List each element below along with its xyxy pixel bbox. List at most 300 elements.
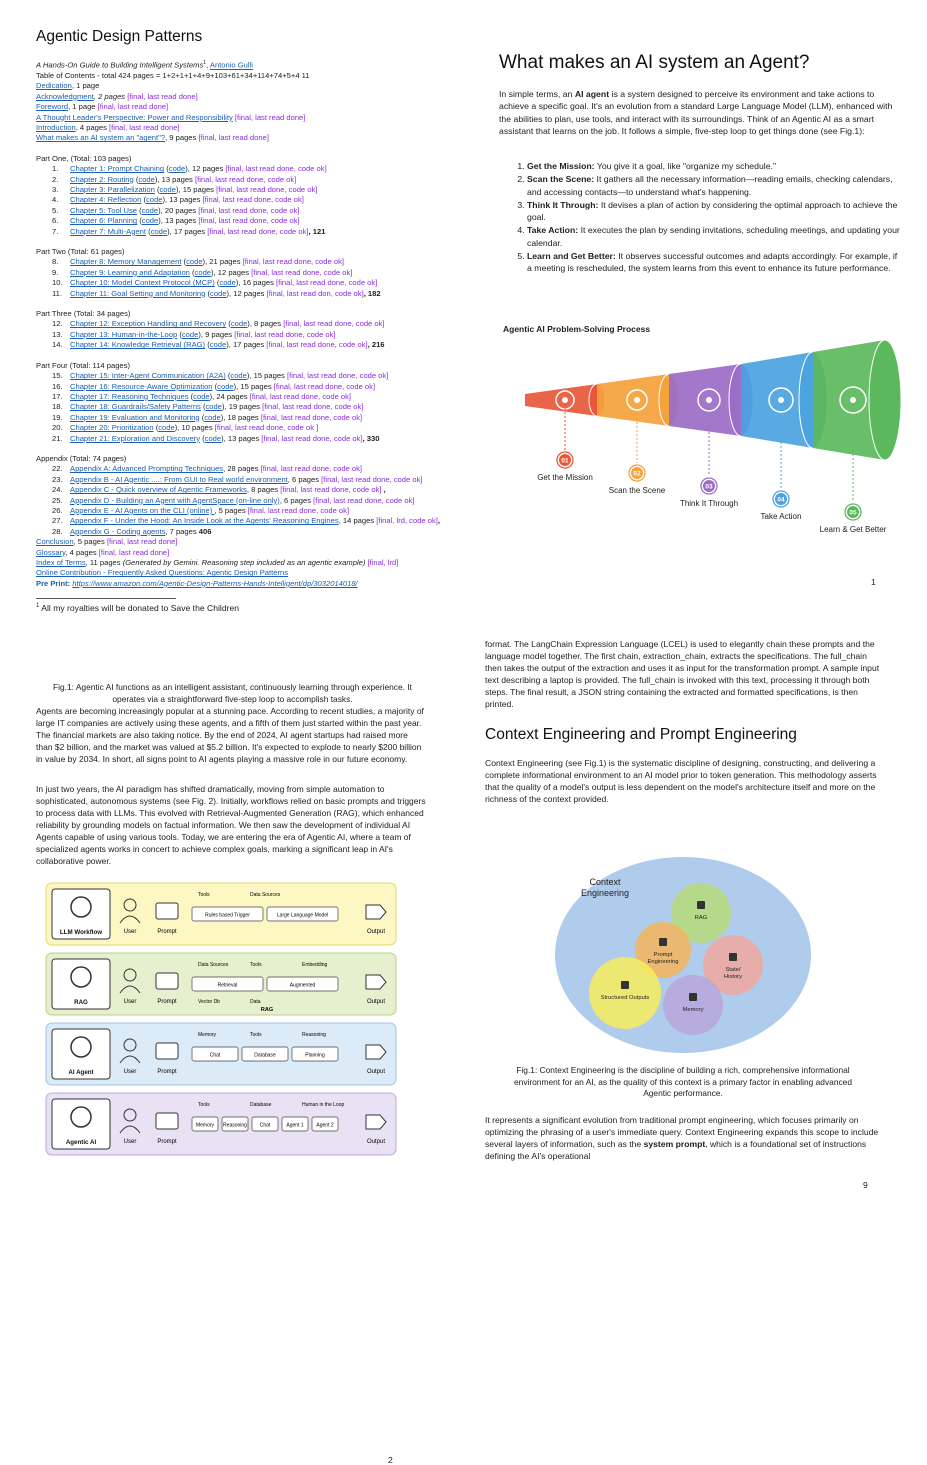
toc-pages: , 4 pages xyxy=(75,122,107,132)
terminal-icon xyxy=(659,938,667,946)
toc-chapter: 11. Chapter 11: Goal Setting and Monitoring (code), 12 pages [final, last read don, code ok], 182 xyxy=(52,288,381,298)
toc-chapter-link[interactable]: Chapter 17: Reasoning Techniques xyxy=(70,391,189,401)
toc-chapter-link[interactable]: Chapter 18: Guardrails/Safety Patterns xyxy=(70,402,201,412)
component-label: Database xyxy=(250,1102,272,1108)
step-title: Get the Mission: xyxy=(527,161,595,171)
stage-number: 04 xyxy=(777,496,785,504)
step-title: Scan the Scene: xyxy=(527,174,595,185)
toc-code-link[interactable]: code xyxy=(138,174,155,184)
toc-pages: , 10 pages xyxy=(177,423,215,433)
book-subtitle-line: A Hands-On Guide to Building Intelligent Systems$^1$, Antonio Gulli xyxy=(36,60,253,70)
toc-chapter-number: 20. xyxy=(52,423,63,433)
process-box-label: Large Language Model xyxy=(276,912,329,919)
stage-number: 01 xyxy=(561,457,569,465)
prompt-icon xyxy=(156,1113,178,1129)
user-label: User xyxy=(123,1069,137,1075)
toc-status: [final, last read don, code ok] xyxy=(266,288,364,298)
ai-evolution-diagram xyxy=(0,883,463,1173)
step-text: It gathers all the necessary information—reading emails, checking calendars, and accessing contacts—to understand what's happening. xyxy=(527,174,893,197)
toc-link[interactable]: Acknowledgment xyxy=(36,91,94,101)
market-paragraph: Agents are becoming increasingly popular at a stunning pace. According to recent studies, a majority of large IT companies are actively using these agents, and a fifth of them just started within the past year. The financial markets are also taking notice. By the end of 2024, AI agent startups had raised more than $2 billion, and the market was valued at $5.2 billion. It's expected to explode to nearly $200 billion in value by 2034. In short, all signs point to AI agents playing a massive role in our future economy. xyxy=(36,706,424,764)
intro-text-end: is a system designed to perceive its environment and take actions to achieve a specific goal. It's an evolution from a standard Large Language Model (LLM), enhanced with the abilities to plan, use tools, and interact with its surroundings. Think of an Agentic AI as a smart assistant that learns on the job. It follows a simple, five-step loop to get things done (see Fig.1): xyxy=(499,89,893,136)
toc-link[interactable]: Conclusion xyxy=(36,537,74,547)
toc-pages: , 1 page xyxy=(68,102,96,112)
row-name: RAG xyxy=(74,999,88,1006)
prompt-label: Prompt xyxy=(157,929,177,935)
toc-pages: , 15 pages xyxy=(236,381,274,391)
toc-pages: , 20 pages xyxy=(160,205,199,215)
toc-running-total: , 330 xyxy=(362,433,380,443)
funnel-title: Agentic AI Problem-Solving Process xyxy=(503,324,651,334)
toc-chapter-link[interactable]: Chapter 9: Learning and Adaptation xyxy=(70,267,190,277)
venn-circle-label: State/ xyxy=(725,967,741,973)
toc-pages: , 6 pages xyxy=(287,474,322,484)
page-number: 2 xyxy=(388,1455,393,1465)
footnote-rule xyxy=(36,598,176,599)
toc-chapter-link[interactable]: Chapter 6: Planning xyxy=(70,216,138,226)
toc-chapter-link[interactable]: Appendix B - AI Agentic ....: From GUI to Real world environment xyxy=(70,474,288,484)
toc-chapter-number: 5. xyxy=(52,205,59,215)
toc-code-link[interactable]: code xyxy=(204,412,221,422)
toc-status: [final, last read done] xyxy=(98,547,170,557)
toc-chapter-link[interactable]: Chapter 14: Knowledge Retrieval (RAG) xyxy=(70,340,206,350)
step-text: It devises a plan of action by considering the optimal approach to achieve the goal. xyxy=(527,199,898,223)
toc-chapter-number: 27. xyxy=(52,516,63,526)
toc-chapter xyxy=(36,506,456,516)
toc-status: [final, last read done] xyxy=(95,102,169,112)
toc-chapter-link[interactable]: Chapter 1: Prompt Chaining xyxy=(70,164,165,174)
toc-pages: , 17 pages xyxy=(228,340,267,350)
funnel-segment xyxy=(597,374,669,426)
venn-outer-label: Engineering xyxy=(580,888,630,898)
toc-code-link[interactable]: code xyxy=(158,423,175,433)
venn-circle-label: Memory xyxy=(682,1007,704,1013)
row-name: Agentic AI xyxy=(65,1139,97,1146)
toc-link[interactable]: Dedication xyxy=(36,81,72,91)
problem-solving-funnel xyxy=(463,312,927,542)
step-item xyxy=(527,250,903,275)
component-label: Tools xyxy=(198,892,210,898)
component-label: Data xyxy=(250,999,261,1005)
toc-chapter-number: 25. xyxy=(52,495,63,505)
toc-chapter-link[interactable]: Chapter 5: Tool Use xyxy=(70,205,137,215)
toc-pages: , 12 pages xyxy=(229,288,267,298)
venn-circle-label: Engineering xyxy=(647,959,679,965)
toc-chapter: 5. Chapter 5: Tool Use (code), 20 pages [final, last read done, code ok] xyxy=(52,205,300,215)
toc-chapter-link[interactable]: Chapter 21: Exploration and Discovery xyxy=(70,433,201,443)
toc-pages: , 17 pages xyxy=(169,226,208,236)
toc-chapter: 9. Chapter 9: Learning and Adaptation (code), 12 pages [final, last read done, code ok] xyxy=(52,267,353,277)
toc-pages: , 8 pages xyxy=(249,319,284,329)
icon-center xyxy=(706,397,712,403)
component-label: Tools xyxy=(250,962,262,968)
context-engineering-page xyxy=(463,625,927,1200)
footnote-text: All my royalties will be donated to Save the Children xyxy=(39,603,240,613)
toc-chapter-link[interactable]: Chapter 12: Exception Handling and Recovery xyxy=(70,319,227,329)
toc-chapter-link[interactable]: Chapter 19: Evaluation and Monitoring xyxy=(70,412,200,422)
toc-status: [final, last read done, code ok] xyxy=(198,216,300,226)
component-label: Human in the Loop xyxy=(302,1102,345,1108)
process-box-label: Memory xyxy=(195,1122,215,1129)
toc-pages: , 9 pages xyxy=(200,329,235,339)
toc-status: [final, last read done, code ok] xyxy=(249,391,352,401)
toc-pages: , 15 pages xyxy=(178,185,217,194)
toc-pages: , 6 pages xyxy=(279,495,314,505)
toc-code-link[interactable]: code xyxy=(168,164,186,174)
toc-status: [final, last read done] xyxy=(125,91,198,101)
toc-chapter-link[interactable]: Appendix G - Coding agents xyxy=(70,526,166,536)
step-item xyxy=(527,173,903,198)
toc-chapter-number: 8. xyxy=(52,257,59,267)
toc-pages: , 28 pages xyxy=(223,464,261,474)
toc-pages: , 24 pages xyxy=(212,391,250,401)
toc-pages: , 15 pages xyxy=(249,371,287,381)
toc-chapter-number: 23. xyxy=(52,474,63,484)
toc-chapter-number: 17. xyxy=(52,391,63,401)
toc-pages: , 5 pages xyxy=(73,537,107,547)
process-box-label: Retrieval xyxy=(217,982,238,989)
toc-chapter: 19. Chapter 19: Evaluation and Monitoring (code), 18 pages [final, last read done, code ok] xyxy=(52,412,363,422)
row-name: AI Agent xyxy=(68,1069,94,1076)
toc-status: [final, last read done, code ok] xyxy=(321,474,423,484)
toc-pages: , 7 pages xyxy=(165,526,199,536)
toc-chapter-number: 13. xyxy=(52,329,63,339)
toc-chapter: 2. Chapter 2: Routing (code), 13 pages [final, last read done, code ok] xyxy=(52,174,297,184)
toc-chapter-number: 10. xyxy=(52,278,63,288)
toc-chapter-link[interactable]: Appendix F - Under the Hood: An Inside Look at the Agents' Reasoning Engines xyxy=(70,516,339,526)
clipboard-icon xyxy=(729,953,737,961)
preprint-line xyxy=(36,579,456,589)
toc-chapter-link[interactable]: Appendix E - AI Agents on the CLI (online) xyxy=(70,505,215,515)
toc-status: [final, last read done] xyxy=(196,133,269,143)
user-label: User xyxy=(123,929,137,935)
toc-entry xyxy=(36,102,456,112)
toc-chapter-link[interactable]: Appendix A: Advanced Prompting Techniques xyxy=(70,464,224,474)
stage-number: 05 xyxy=(849,509,857,517)
book-subtitle: A Hands-On Guide to Building Intelligent Systems xyxy=(36,60,204,70)
figure-caption: Fig.1: Agentic AI functions as an intelligent assistant, continuously learning through experience. It operates via a straightforward five-step loop to accomplish tasks. xyxy=(53,682,412,704)
page-number: 9 xyxy=(863,1180,868,1190)
back-matter-list xyxy=(36,537,456,579)
component-label: Vector Db xyxy=(198,999,220,1005)
toc-status: [final, last read done, code ok] xyxy=(260,412,363,422)
toc-chapter-number: 7. xyxy=(52,226,59,236)
component-label: Data Sources xyxy=(250,892,281,898)
toc-status: [final, last read done, code ok] xyxy=(251,267,353,277)
toc-code-link[interactable]: code xyxy=(209,340,227,350)
row-name: LLM Workflow xyxy=(59,929,103,936)
toc-code-link[interactable]: code xyxy=(181,329,199,339)
toc-status: [final, last read done, code ok ] xyxy=(214,423,319,433)
evolution-text-end: , which is a foundational set of instructions defining the AI's operational xyxy=(485,1139,867,1162)
toc-entry xyxy=(36,133,456,143)
toc-link[interactable]: A Thought Leader's Perspective: Power and Responsibility xyxy=(36,112,233,122)
venn-outer-label: Context xyxy=(589,877,621,887)
toc-part-heading: Part Three (Total: 34 pages) xyxy=(36,309,131,319)
icon-center xyxy=(850,397,856,403)
toc-chapter-link[interactable]: Chapter 13: Human-in-the-Loop xyxy=(70,329,178,339)
toc-status: [final, lrd, code ok] xyxy=(376,516,438,526)
venn-circle-label: RAG xyxy=(694,915,708,921)
toc-chapter-number: 9. xyxy=(52,267,59,277)
toc-chapter: 17. Chapter 17: Reasoning Techniques (code), 24 pages [final, last read done, code ok] xyxy=(52,391,352,401)
toc-entry xyxy=(36,548,456,558)
toc-chapter: 12. Chapter 12: Exception Handling and Recovery (code), 8 pages [final, last read done, code ok] xyxy=(52,319,385,329)
step-title: Take Action: xyxy=(527,225,579,236)
toc-chapter-link[interactable]: Chapter 16: Resource-Aware Optimization xyxy=(70,381,213,391)
toc-code-link[interactable]: code xyxy=(230,371,247,381)
toc-chapter-number: 3. xyxy=(52,185,59,194)
toc-chapter-link[interactable]: Chapter 15: Inter-Agent Communication (A2A) xyxy=(70,371,226,381)
stage-label: Think It Through xyxy=(679,499,739,508)
toc-code-link[interactable]: code xyxy=(186,257,203,267)
footnote xyxy=(36,603,239,613)
paradigm-paragraph: In just two years, the AI paradigm has shifted dramatically, moving from simple automation to sophisticated, autonomous systems (see Fig. 2). Initially, workflows relied on basic prompts and triggers to process data with LLMs. This evolved with Retrieval-Augmented Generation (RAG), which enhanced reliability by grounding models on factual information. We then saw the development of individual AI Agents capable of using various tools. Today, we are entering the era of Agentic AI, where a team of specialized agents works in concert to achieve complex goals, marking a significant leap in AI's collaborative power. xyxy=(36,784,426,866)
toc-chapter: 8. Chapter 8: Memory Management (code), 21 pages [final, last read done, code ok] xyxy=(52,257,344,267)
agent-definition-page xyxy=(463,0,927,625)
toc-status: [final, last read done] xyxy=(232,112,306,122)
toc-pages: , 13 pages xyxy=(160,216,199,226)
toc-pages: , 5 pages xyxy=(214,505,248,515)
intro-paragraph xyxy=(499,88,899,137)
toc-running-total: , xyxy=(437,516,441,526)
figure-caption: Fig.1: Context Engineering is the discipline of building a rich, comprehensive informational environment for an AI, as the quality of this context is a primary factor in enabling advanced Agentic performance. xyxy=(514,1065,852,1098)
component-label: Reasoning xyxy=(302,1032,326,1038)
prompt-label: Prompt xyxy=(157,1139,177,1145)
toc-pages: , 13 pages xyxy=(223,433,262,443)
toc-entry xyxy=(36,558,456,568)
preprint-label: Pre Print: xyxy=(36,578,71,588)
step-title: Think It Through: xyxy=(527,199,599,210)
toc-chapter-link[interactable]: Appendix C - Quick overview of Agentic Frameworks xyxy=(70,485,247,495)
author-link[interactable]: Antonio Gulli xyxy=(209,60,253,70)
process-box-label: Agent 1 xyxy=(286,1122,304,1129)
parts-list xyxy=(36,154,456,537)
step-text: It executes the plan by sending invitations, scheduling meetings, and updating your calendar. xyxy=(527,225,900,248)
toc-link[interactable]: Index of Terms xyxy=(36,558,86,567)
toc-pages: , 14 pages xyxy=(338,516,377,526)
workflow-row-2 xyxy=(46,953,396,1015)
toc-page xyxy=(0,0,463,625)
toc-chapter: 10. Chapter 10: Model Context Protocol (MCP) (code), 16 pages [final, last read done, code ok] xyxy=(52,278,378,288)
toc-chapter-link[interactable]: Chapter 3: Parallelization xyxy=(70,185,155,194)
stage-number: 02 xyxy=(633,470,641,478)
step-title: Learn and Get Better: xyxy=(527,251,616,262)
toc-chapter-number: 16. xyxy=(52,381,63,391)
component-label: Tools xyxy=(250,1032,262,1038)
toc-status: [final, last read done, code ok] xyxy=(262,402,364,412)
toc-chapter-link[interactable]: Chapter 11: Goal Setting and Monitoring xyxy=(70,288,206,298)
toc-pages: , 11 pages xyxy=(85,558,123,567)
toc-entry xyxy=(36,81,456,91)
funnel-stage-2 xyxy=(597,374,679,495)
prompt-label: Prompt xyxy=(157,999,177,1005)
toc-chapter: 1. Chapter 1: Prompt Chaining (code), 12 pages [final, last read done, code ok] xyxy=(52,164,327,174)
venn-circle-label: Prompt xyxy=(653,952,673,958)
toc-running-total: 406 xyxy=(198,526,212,536)
funnel-stage-3 xyxy=(669,364,753,508)
toc-entry xyxy=(36,123,456,133)
toc-pages: , 9 pages xyxy=(165,133,197,143)
toc-link[interactable]: Glossary xyxy=(36,547,66,557)
toc-chapter: 16. Chapter 16: Resource-Aware Optimization (code), 15 pages [final, last read done, code ok] xyxy=(52,381,376,391)
prompt-icon xyxy=(156,1043,178,1059)
toc-chapter: 3. Chapter 3: Parallelization (code), 15 pages [final, last read done, code ok] xyxy=(52,185,318,194)
step-item xyxy=(527,160,903,172)
toc-chapter-number: 1. xyxy=(52,164,59,174)
page-heading: What makes an AI system an Agent? xyxy=(499,52,810,73)
toc-entry xyxy=(36,568,456,578)
funnel-segment xyxy=(525,384,597,416)
evolution-paragraph xyxy=(485,1114,880,1162)
venn-circle xyxy=(589,957,661,1029)
toc-status: [final, last read done, code ok] xyxy=(260,464,363,474)
stage-label: Get the Mission xyxy=(537,473,593,482)
toc-chapter-link[interactable]: Appendix D - Building an Agent with AgentSpace (on-line only) xyxy=(70,495,280,505)
toc-pages: , 16 pages xyxy=(238,278,276,288)
toc-chapter-number: 21. xyxy=(52,433,63,443)
toc-link[interactable]: Online Contribution - Frequently Asked Questions: Agentic Design Patterns xyxy=(36,568,288,578)
toc-chapter-number: 2. xyxy=(52,174,59,184)
toc-code-link[interactable]: code xyxy=(141,205,159,215)
toc-chapter-number: 15. xyxy=(52,371,63,381)
toc-pages: , 21 pages xyxy=(205,257,243,267)
stage-label: Scan the Scene xyxy=(608,486,666,495)
workflow-row-3 xyxy=(46,1023,396,1085)
toc-entry xyxy=(36,113,456,123)
process-box-label: Database xyxy=(254,1052,276,1059)
toc-chapter-number: 14. xyxy=(52,340,63,350)
prompt-icon xyxy=(156,903,178,919)
toc-link[interactable]: Introduction xyxy=(36,122,76,132)
toc-link[interactable]: What makes an AI system an "agent"? xyxy=(36,133,166,143)
funnel-stage-5 xyxy=(813,340,901,534)
toc-pages: , 19 pages xyxy=(224,402,263,412)
toc-status: [final, last read done, code ok] xyxy=(261,433,363,443)
toc-chapter-link[interactable]: Chapter 2: Routing xyxy=(70,174,134,184)
intro-bold: AI agent xyxy=(574,89,610,99)
component-label: Embedding xyxy=(302,962,328,968)
toc-code-link[interactable]: code xyxy=(145,195,163,205)
toc-part-heading: Part Four (Total: 114 pages) xyxy=(36,360,130,370)
toc-code-link[interactable]: code xyxy=(194,267,212,277)
toc-chapter xyxy=(36,464,456,474)
toc-code-link[interactable]: code xyxy=(210,288,227,298)
toc-code-link[interactable]: code xyxy=(217,381,234,391)
funnel-stage-1 xyxy=(525,384,605,482)
memory-icon xyxy=(689,993,697,1001)
toc-link[interactable]: Foreword xyxy=(36,102,69,112)
funnel-rim xyxy=(869,340,901,460)
toc-status: [final, last read done, code ok] xyxy=(286,371,389,381)
context-engineering-paragraph: Context Engineering (see Fig.1) is the systematic discipline of designing, constructing, and delivering a complete informational environment to an AI model prior to token generation. This methodology asserts that the quality of a model's output is less dependent on the model's architecture itself and more on the richness of the context provided. xyxy=(485,758,877,805)
toc-pages: , 13 pages xyxy=(164,195,203,205)
toc-status: [final, last read done, code ok] xyxy=(225,164,327,174)
workflow-row-4 xyxy=(46,1093,396,1155)
toc-status: [final, last read done, code ok] xyxy=(202,195,304,205)
venn-circle-label: History xyxy=(723,974,743,980)
toc-pages: , 12 pages xyxy=(213,267,252,277)
toc-chapter xyxy=(36,527,456,537)
stage-label: Learn & Get Better xyxy=(819,525,887,534)
table-of-contents xyxy=(36,58,456,589)
venn-circle xyxy=(663,975,723,1035)
step-item xyxy=(527,224,903,249)
context-engineering-venn xyxy=(553,855,813,1055)
toc-chapter-number: 26. xyxy=(52,505,63,515)
toc-code-link[interactable]: code xyxy=(230,319,248,329)
toc-code-link[interactable]: code xyxy=(141,216,159,226)
prompt-icon xyxy=(156,973,178,989)
toc-chapter: 13. Chapter 13: Human-in-the-Loop (code), 9 pages [final, last read done, code ok] xyxy=(52,329,336,339)
icon-center xyxy=(562,397,568,403)
toc-pages: , 8 pages xyxy=(246,485,281,495)
toc-part-heading: Appendix (Total: 74 pages) xyxy=(36,453,127,463)
front-matter-list xyxy=(36,81,456,143)
toc-chapter-link[interactable]: Chapter 8: Memory Management xyxy=(70,257,182,267)
toc-chapter-link[interactable]: Chapter 7: Multi-Agent xyxy=(70,226,146,236)
toc-status: [final, lrd] xyxy=(367,558,399,567)
toc-chapter-link[interactable]: Chapter 4: Reflection xyxy=(70,195,142,205)
intro-text-start: In simple terms, an xyxy=(499,89,575,99)
agent-evolution-page xyxy=(0,625,463,1465)
book-title: Agentic Design Patterns xyxy=(36,28,203,45)
group-label: RAG xyxy=(260,1007,274,1013)
evolution-text-start: It represents a significant evolution from traditional prompt engineering, which focuses primarily on optimizing the phrasing of a user's immediate query. Context Engineering expands this scope to include several layers of information, such as the xyxy=(485,1115,879,1150)
toc-chapter-number: 12. xyxy=(52,319,63,329)
toc-running-total: , 216 xyxy=(367,340,385,350)
stage-number: 03 xyxy=(705,483,713,491)
toc-pages: , 12 pages xyxy=(187,164,226,174)
icon-center xyxy=(778,397,784,403)
toc-part-heading: Part Two (Total: 61 pages) xyxy=(36,247,125,257)
toc-code-link[interactable]: code xyxy=(204,433,222,443)
system-prompt-bold: system prompt xyxy=(643,1139,706,1150)
toc-chapter: 15. Chapter 15: Inter-Agent Communication (A2A) (code), 15 pages [final, last read done, code ok] xyxy=(52,371,389,381)
toc-running-total: , xyxy=(381,485,386,495)
workflow-row-1 xyxy=(46,883,396,945)
preprint-link[interactable]: https://www.amazon.com/Agentic-Design-Patterns-Hands-Intelligent/dp/3032014018/ xyxy=(72,578,358,588)
toc-code-link[interactable]: code xyxy=(159,185,176,194)
toc-code-link[interactable]: code xyxy=(193,391,210,401)
export-icon xyxy=(621,981,629,989)
toc-chapter-link[interactable]: Chapter 10: Model Context Protocol (MCP) xyxy=(70,278,215,288)
toc-note: (Generated by Gemini. Reasoning step included as an agentic example) xyxy=(122,558,368,567)
step-item xyxy=(527,199,903,224)
toc-chapter: 20. Chapter 20: Prioritization (code), 10 pages [final, last read done, code ok ] xyxy=(52,423,319,433)
toc-code-link[interactable]: code xyxy=(205,402,222,412)
toc-status: [final, last read done, code ok] xyxy=(207,226,309,236)
toc-code-link[interactable]: code xyxy=(219,278,236,288)
toc-chapter-number: 18. xyxy=(52,402,63,412)
stage-label: Take Action xyxy=(760,512,802,521)
toc-chapter-link[interactable]: Chapter 20: Prioritization xyxy=(70,423,154,433)
toc-chapter-number: 22. xyxy=(52,464,63,474)
toc-status: [final, last read done] xyxy=(106,122,180,132)
toc-status: [final, last read done, code ok] xyxy=(313,495,415,505)
prompt-label: Prompt xyxy=(157,1069,177,1075)
toc-status: [final, last read done, code ok] xyxy=(194,174,297,184)
toc-status: [final, last read done, code ok] xyxy=(280,485,382,495)
process-box-label: Chat xyxy=(259,1122,271,1129)
toc-status: [final, last read done, code ok] xyxy=(247,505,350,515)
database-icon xyxy=(697,901,705,909)
toc-code-link[interactable]: code xyxy=(150,226,168,236)
output-label: Output xyxy=(366,999,386,1005)
toc-chapter-number: 24. xyxy=(52,485,63,495)
toc-status: [final, last read done, code ok] xyxy=(266,340,368,350)
page-number: 1 xyxy=(871,577,876,587)
